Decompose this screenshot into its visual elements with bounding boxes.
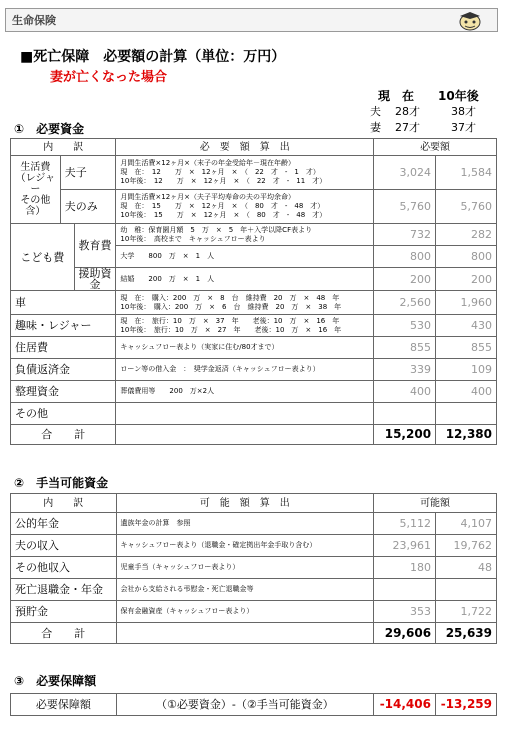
coverage-now: -14,406 [374,694,436,716]
calc-savings: 保有金融資産（キャッシュフロー表より） [116,601,374,623]
calc-housing: キャッシュフロー表より（実家に住む/80才まで） [116,337,374,359]
amount-now: 732 [374,224,436,246]
total2-now: 29,606 [374,623,436,644]
col-later-header: 10年後 [438,89,479,103]
aid-label: 援助資金 [74,268,116,291]
amount-now: 530 [374,315,436,337]
pension-label: 公的年金 [11,513,117,535]
debt-label: 負債返済金 [11,359,116,381]
header-title: 生命保険 [12,14,56,27]
amount-later: 109 [436,359,497,381]
amount-now: 5,760 [374,190,436,224]
calc-other-income: 児童手当（キャッシュフロー表より） [116,557,374,579]
required-funds-table [10,138,497,445]
wife-age-now: 27才 [395,121,420,134]
other-label: その他 [11,403,116,425]
col-header-amount: 必要額 [374,139,497,156]
funeral-label: 整理資金 [11,381,116,403]
calc-education-1: 幼 稚：保育園月額 5 万 × 5 年＋入学以降CF表より 10年後： 高校まで キャッシュフロー表より [116,224,374,246]
amount-later: 400 [436,381,497,403]
total1-label: 合 計 [11,425,116,445]
total2-label: 合 計 [11,623,117,644]
calc-funeral: 葬儀費用等 200 万×2人 [116,381,374,403]
required-coverage-table [10,693,497,716]
husband-label: 夫 [370,105,381,118]
amount-now: 5,112 [374,513,436,535]
amount-now: 800 [374,246,436,268]
calc-hobby: 現 在： 旅行：10 万 × 37 年 老後：10 万 × 16 年 10年後： 旅行：10 万 × 27 年 老後：10 万 × 16 年 [116,315,374,337]
husband-age-now: 28才 [395,105,420,118]
amount-now: 353 [374,601,436,623]
total2-later: 25,639 [436,623,497,644]
amount-later: 1,960 [436,291,497,315]
amount-later: 855 [436,337,497,359]
amount-later: 1,722 [436,601,497,623]
col-header-breakdown: 内 訳 [11,494,117,513]
amount-now: 2,560 [374,291,436,315]
education-label: 教育費 [74,224,116,268]
amount-now: 339 [374,359,436,381]
col-now-header: 現 在 [378,89,415,103]
wife-label: 妻 [370,121,381,134]
car-label: 車 [11,291,116,315]
wife-age-later: 37才 [451,121,476,134]
amount-now [374,579,436,601]
calc-husband-income: キャッシュフロー表より（退職金・確定拠出年金手取り含む） [116,535,374,557]
col-header-calc: 可 能 額 算 出 [116,494,374,513]
amount-later: 200 [436,268,497,291]
section2-title: ② 手当可能資金 [14,476,109,490]
total1-now: 15,200 [374,425,436,445]
available-funds-table [10,493,497,644]
amount-now: 23,961 [374,535,436,557]
amount-now: 855 [374,337,436,359]
amount-later: 800 [436,246,497,268]
living-alone-label: 夫のみ [60,190,116,224]
calc-car: 現 在： 購入：200 万 × 8 台 維持費 20 万 × 48 年 10年後： 購入：200 万 × 6 台 維持費 20 万 × 38 年 [116,291,374,315]
amount-later [436,579,497,601]
coverage-formula: （①必要資金）-（②手当可能資金） [116,694,373,716]
amount-later: 19,762 [436,535,497,557]
living-cost-label: 生活費 （レジャー その他 含） [11,156,61,224]
amount-later: 5,760 [436,190,497,224]
calc-death-benefit: 会社から支給される弔慰金・死亡退職金等 [116,579,374,601]
calc-debt: ローン等の借入金 ： 奨学金返済（キャッシュフロー表より） [116,359,374,381]
col-header-calc: 必 要 額 算 出 [116,139,374,156]
death-benefit-label: 死亡退職金・年金 [11,579,117,601]
husband-age-later: 38才 [451,105,476,118]
coverage-later: -13,259 [435,694,496,716]
amount-later [436,403,497,425]
amount-later: 48 [436,557,497,579]
calc-living-alone: 月間生活費×12ヶ月×（夫子平均寿命の夫の平均余命） 現 在： 15 万 × 12ヶ月 × （ 80 才 - 48 才） 10年後： 15 万 × 12ヶ月 × （ 80 才 - 48 才） [116,190,374,224]
mascot-logo-icon [453,10,487,32]
calc-pension: 遺族年金の計算 参照 [116,513,374,535]
total1-later: 12,380 [436,425,497,445]
amount-now: 200 [374,268,436,291]
amount-later: 282 [436,224,497,246]
amount-now: 3,024 [374,156,436,190]
housing-label: 住居費 [11,337,116,359]
col-header-amount: 可能額 [374,494,497,513]
calc-other [116,403,374,425]
calc-education-2: 大学 800 万 × 1 人 [116,246,374,268]
child-cost-label: こども費 [11,224,75,291]
hobby-label: 趣味・レジャー [11,315,116,337]
col-header-breakdown: 内 訳 [11,139,116,156]
savings-label: 預貯金 [11,601,117,623]
page-subtitle: 妻が亡くなった場合 [50,70,168,85]
amount-now [374,403,436,425]
section3-title: ③ 必要保障額 [14,674,97,688]
calc-aid: 結婚 200 万 × 1 人 [116,268,374,291]
calc-living-with-child: 月間生活費×12ヶ月×（末子の年金受給年－現在年齢） 現 在： 12 万 × 12ヶ月 × （ 22 才 - 1 才） 10年後： 12 万 × 12ヶ月 × （ 22 才 - 11 才） [116,156,374,190]
section1-title: ① 必要資金 [14,122,85,136]
page-title: ■死亡保障 必要額の計算（単位：万円） [20,49,286,65]
app-header [5,8,498,32]
amount-later: 4,107 [436,513,497,535]
amount-now: 180 [374,557,436,579]
coverage-label: 必要保障額 [11,694,117,716]
amount-now: 400 [374,381,436,403]
husband-income-label: 夫の収入 [11,535,117,557]
amount-later: 430 [436,315,497,337]
living-with-child-label: 夫子 [60,156,116,190]
other-income-label: その他収入 [11,557,117,579]
amount-later: 1,584 [436,156,497,190]
